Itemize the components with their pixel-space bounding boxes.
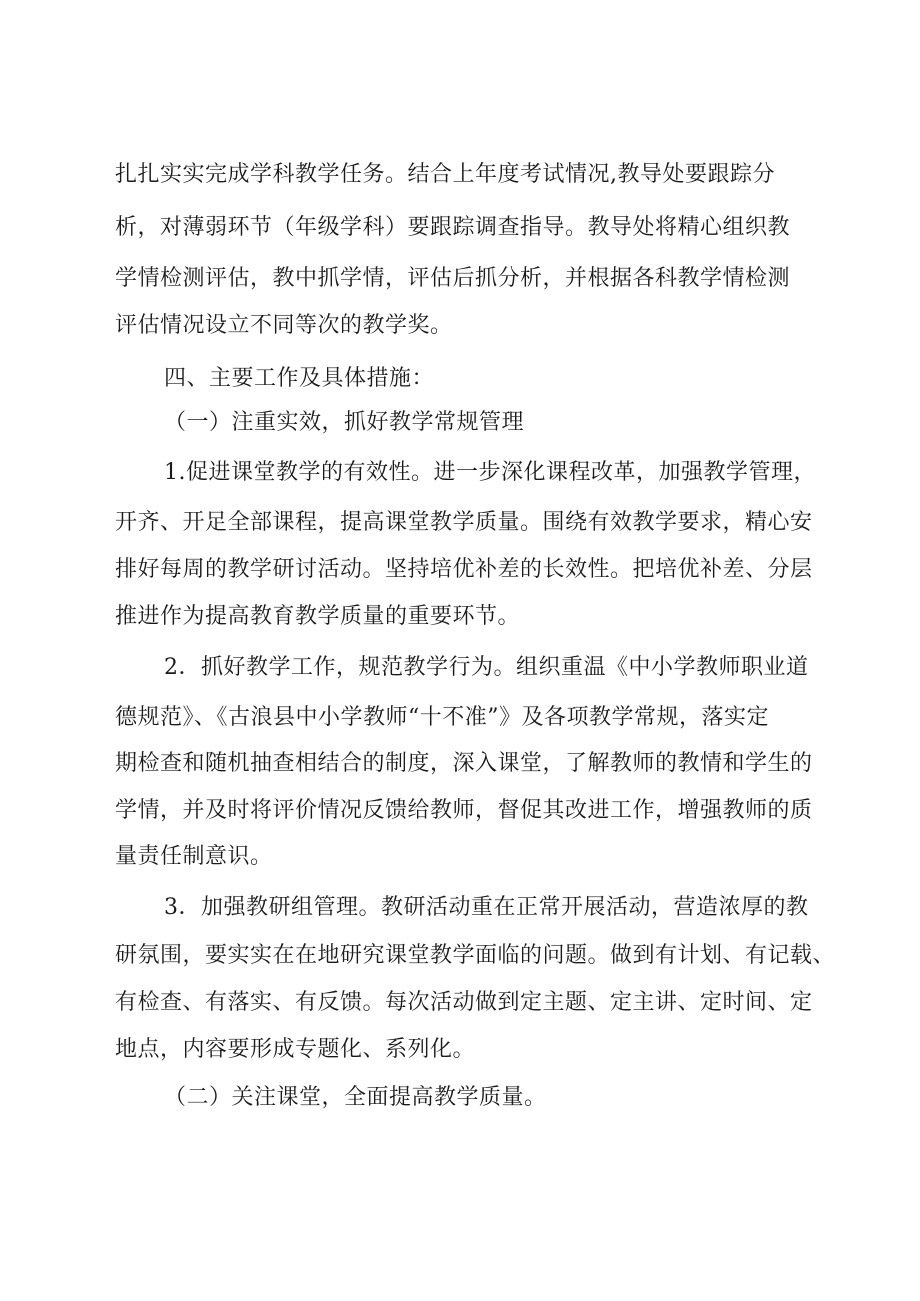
paragraph-line: 学情，并及时将评价情况反馈给教师，督促其改进工作，增强教师的质 xyxy=(115,798,813,823)
paragraph-line: 量责任制意识。 xyxy=(115,844,273,869)
paragraph-line: 地点，内容要形成专题化、系列化。 xyxy=(115,1037,476,1062)
paragraph-line: 评估情况设立不同等次的教学奖。 xyxy=(115,313,453,338)
subsection-heading: （一）注重实效，抓好教学常规管理 xyxy=(164,410,525,435)
subsection-heading: （二）关注课堂，全面提高教学质量。 xyxy=(164,1085,547,1110)
paragraph-line: 研氛围，要实实在在地研究课堂教学面临的问题。做到有计划、有记载、 xyxy=(115,943,836,968)
section-heading: 四、主要工作及具体措施： xyxy=(164,366,435,391)
paragraph-line: 开齐、开足全部课程，提高课堂教学质量。围绕有效教学要求，精心安 xyxy=(115,510,813,535)
paragraph-line: 析，对薄弱环节（年级学科）要跟踪调查指导。教导处将精心组织教 xyxy=(115,215,791,240)
paragraph-line: 德规范》、《古浪县中小学教师“十不准”》及各项教学常规，落实定 xyxy=(115,705,769,730)
paragraph-line: 学情检测评估，教中抓学情，评估后抓分析，并根据各科教学情检测 xyxy=(115,266,791,291)
paragraph-line: 3．加强教研组管理。教研活动重在正常开展活动，营造浓厚的教 xyxy=(164,895,809,920)
paragraph-line: 推进作为提高教育教学质量的重要环节。 xyxy=(115,604,521,629)
paragraph-line: 期检查和随机抽查相结合的制度，深入课堂，了解教师的教情和学生的 xyxy=(115,751,813,776)
paragraph-line: 有检查、有落实、有反馈。每次活动做到定主题、定主讲、定时间、定 xyxy=(115,990,813,1015)
paragraph-line: 1.促进课堂教学的有效性。进一步深化课程改革，加强教学管理， xyxy=(164,460,816,485)
paragraph-line: 2．抓好教学工作，规范教学行为。组织重温《中小学教师职业道 xyxy=(164,655,809,680)
paragraph-line: 排好每周的教学研讨活动。坚持培优补差的长效性。把培优补差、分层 xyxy=(115,557,813,582)
paragraph-line: 扎扎实实完成学科教学任务。结合上年度考试情况,教导处要跟踪分 xyxy=(115,162,775,187)
